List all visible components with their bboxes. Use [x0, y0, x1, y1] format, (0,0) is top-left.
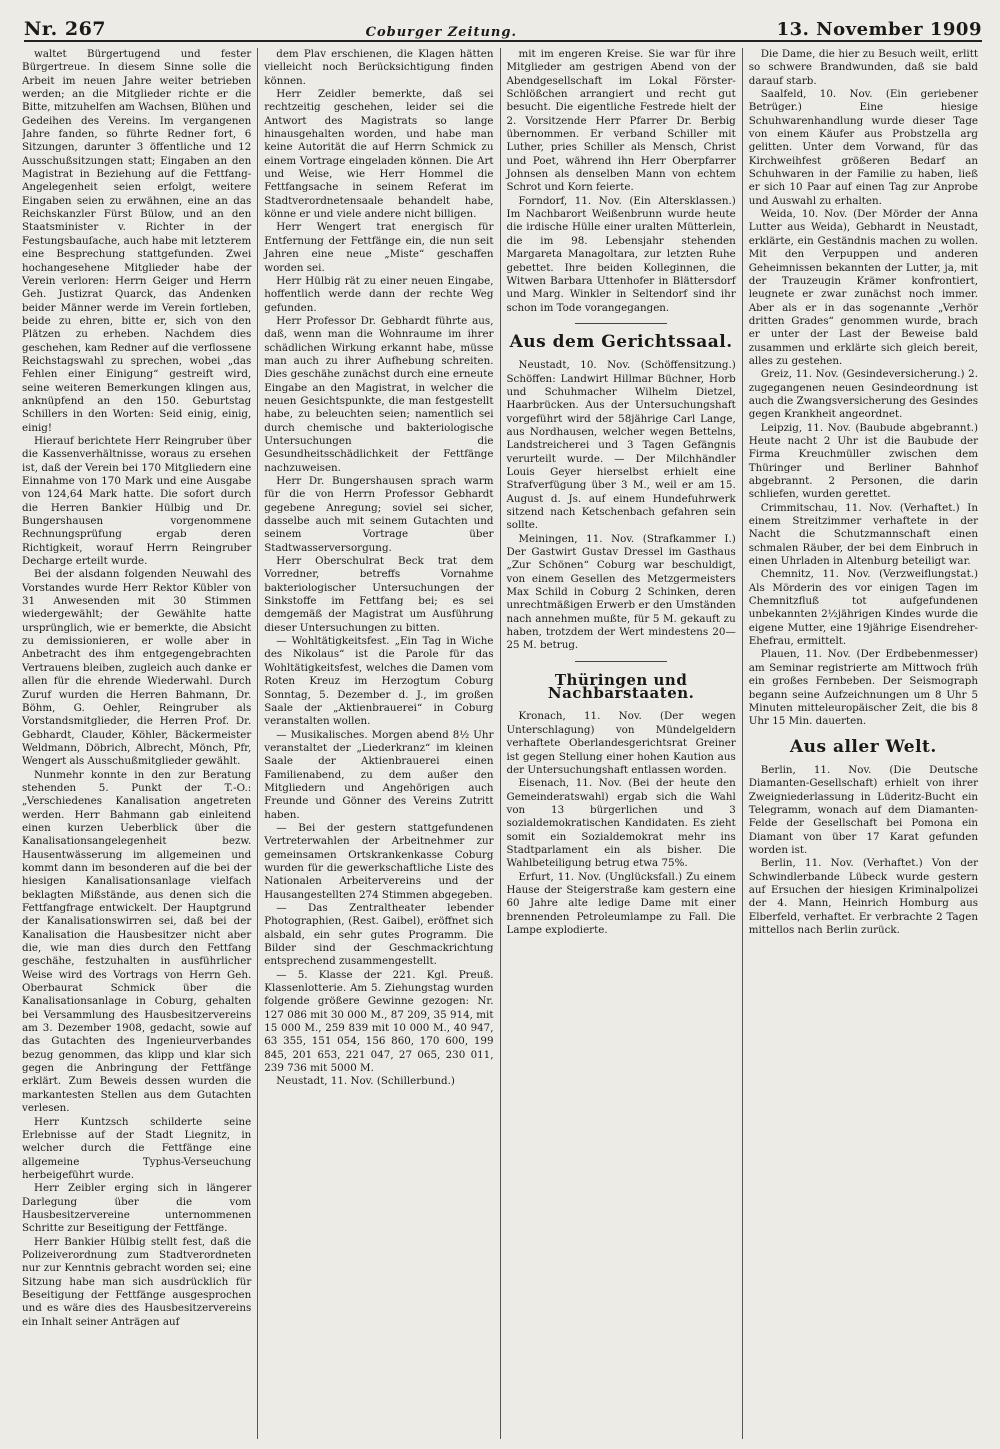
- paragraph: Herr Dr. Bungershausen sprach warm für die von Herrn Professor Gebhardt gegebene Anregung; soviel sei sicher, dasselbe auch mit seinem Gutachten und seinem Vortrage über Stadtwasserversorgung.: [264, 475, 494, 554]
- paragraph: Die Dame, die hier zu Besuch weilt, erlitt so schwere Brandwunden, daß sie bald darauf starb.: [748, 48, 978, 87]
- paragraph: Forndorf, 11. Nov. (Ein Altersklassen.) Im Nachbarort Weißenbrunn wurde heute die irdische Hülle einer uralten Mütterlein, die im 98. Lebensjahr stehenden Margareta Managoltara, zur letzten Ruhe gebettet. Ihre beiden Kolleginnen, die Witwen Barbara Uttenhofer in Blättersdorf und Marg. Winkler in Seltendorf sind ihr schon im Tode vorangegangen.: [506, 194, 736, 314]
- paragraph: Nunmehr konnte in den zur Beratung stehenden 5. Punkt der T.-O.: „Verschiedenes Kanalisation angetreten werden. Herr Bahmann gab einleitend einen kurzen Ueberblick über die Kanalisationsangelegenheit bezw. Hausentwässerung im allgemeinen und kommt dann im besonderen auf die bei der hiesigen Kanalisationsanlage vielfach beklagten Mißstände, aus denen sich die Fettfangfrage entwickelt. Der Hauptgrund der Kanalisationswirren sei, daß bei der Kanalisation die Hausbesitzer nicht aber die, wie man dies durch den Fettfang geschähe, festzuhalten in ausführlicher Weise wird des Vortrags von Herrn Geh. Oberbaurat Schmick über die Kanalisationsanlage in Coburg, gehalten bei Versammlung des Hausbesitzervereins am 3. Dezember 1908, gedacht, sowie auf das Gutachten des Ingenieurverbandes bezug genommen, das klipp und klar sich gegen die Anbringung der Fettfänge erklärt. Zum Beweis dessen wurden die markantesten Stellen aus dem Gutachten verlesen.: [22, 768, 252, 1115]
- paragraph: Herr Professor Dr. Gebhardt führte aus, daß, wenn man die Wohnraume im ihrer schädlichen Wirkung erkannt habe, müsse man auch zu ihrer Aufhebung schreiten. Dies geschähe zunächst durch eine erneute Eingabe an den Magistrat, in welcher die neuen Gesichtspunkte, die man festgestellt habe, zu beleuchten seien; namentlich sei durch chemische und bakteriologische Untersuchungen die Gesundheitsschädlichkeit der Fettfänge nachzuweisen.: [264, 314, 494, 474]
- paragraph: Hierauf berichtete Herr Reingruber über die Kassenverhältnisse, woraus zu ersehen ist, daß der Verein bei 170 Mitgliedern eine Einnahme von 170 Mark und eine Ausgabe von 124,64 Mark hatte. Die sofort durch die Herren Bankier Hülbig und Dr. Bungershausen vorgenommene Rechnungsprüfung ergab deren Richtigkeit, worauf Herrn Reingruber Decharge erteilt wurde.: [22, 434, 252, 568]
- section-separator: [575, 323, 667, 324]
- paragraph: Chemnitz, 11. Nov. (Verzweiflungstat.) Als Mörderin des vor einigen Tagen im Chemnitzfluß tot aufgefundenen unbekannten 2½jährigen Kindes wurde die eigene Mutter, eine 19jährige Eisendreher-Ehefrau, ermittelt.: [748, 568, 978, 648]
- paragraph: — 5. Klasse der 221. Kgl. Preuß. Klassenlotterie. Am 5. Ziehungstag wurden folgende größere Gewinne gezogen: Nr. 127 086 mit 30 000 M., 87 209, 35 914, mit 15 000 M., 259 839 mit 10 000 M., 40 947, 63 355, 151 054, 156 860, 170 600, 199 845, 201 653, 221 047, 27 065, 230 011, 239 736 mit 5000 M.: [264, 968, 494, 1075]
- column-2: [257, 48, 499, 1439]
- paragraph: Berlin, 11. Nov. (Verhaftet.) Von der Schwindlerbande Lübeck wurde gestern auf Ersuchen der hiesigen Kriminalpolizei der 4. Mann, Heinrich Homburg aus Elberfeld, verhaftet. Er verbrachte 2 Tagen mittellos nach Berlin zurück.: [748, 857, 978, 936]
- paragraph: Herr Wengert trat energisch für Entfernung der Fettfänge ein, die nun seit Jahren eine neue „Miste“ geschaffen worden sei.: [264, 221, 494, 274]
- paragraph: Plauen, 11. Nov. (Der Erdbebenmesser) am Seminar registrierte am Mittwoch früh ein großes Fernbeben. Der Seismograph begann seine Aufzeichnungen um 8 Uhr 5 Minuten mitteleuropäischer Zeit, die bis 8 Uhr 15 Min. dauerten.: [748, 648, 978, 728]
- paragraph: Bei der alsdann folgenden Neuwahl des Vorstandes wurde Herr Rektor Kübler von 31 Anwesenden mit 30 Stimmen wiedergewählt; der Gewählte hatte ursprünglich, wie er bemerkte, die Absicht zu demissionieren, er wolle aber in Anbetracht des ihm entgegengebrachten Vertrauens bleiben, zugleich auch danke er allen für die ehrende Wiederwahl. Durch Zuruf wurden die Herren Bahmann, Dr. Böhm, G. Oehler, Reingruber als Vorstandsmitglieder, die Herren Prof. Dr. Gebhardt, Clauder, Köhler, Bäckermeister Weldmann, Döbrich, Albrecht, Mönch, Pfr, Wengert als Ausschußmitglieder gewählt.: [22, 568, 252, 768]
- paragraph: Eisenach, 11. Nov. (Bei der heute den Gemeinderatswahl) ergab sich die Wahl von 13 bürgerlichen und 3 sozialdemokratischen Kandidaten. Es zieht somit ein Sozialdemokrat mehr ins Stadtparlament ein als bisher. Die Wahlbeteiligung betrug etwa 75%.: [506, 777, 736, 870]
- column-3: [500, 48, 742, 1439]
- paragraph: Herr Hülbig rät zu einer neuen Eingabe, hoffentlich werde dann der rechte Weg gefunden.: [264, 274, 494, 314]
- paragraph: Neustadt, 11. Nov. (Schillerbund.): [276, 1075, 455, 1088]
- paragraph: Crimmitschau, 11. Nov. (Verhaftet.) In einem Streitzimmer verhaftete in der Nacht die Schutzmannschaft einen schmalen Räuber, der bei dem Einbruch in einen Uhrladen in Altenburg beteiligt war.: [748, 501, 978, 568]
- paragraph: Neustadt, 10. Nov. (Schöffensitzung.) Schöffen: Landwirt Hillmar Büchner, Horb und Schuhmacher Wilhelm Dietzel, Haarbrücken. Aus der Untersuchungshaft vorgeführt wird der 58jährige Carl Lange, aus Nordhausen, welcher wegen Bettelns, Landstreicherei und 3 Tagen Gefängnis verurteilt wurde. — Der Milchhändler Louis Geyer hierselbst erhielt eine Strafverfügung über 3 M., weil er am 15. August d. Js. auf einem Hundefuhrwerk sitzend nach Ketschenbach gefahren sein sollte.: [506, 359, 736, 532]
- section-heading-court: Aus dem Gerichtssaal.: [509, 331, 733, 352]
- issue-number: Nr. 267: [24, 18, 107, 40]
- paragraph: Herr Zeidler bemerkte, daß sei rechtzeitig geschehen, leider sei die Antwort des Magistrats so lange hinausgehalten worden, und habe man keine Autorität die auf Herrn Schmick zu einem Vortrage eingeladen können. Die Art und Weise, wie Herr Hommel die Fettfangsache in seinem Referat im Stadtverordnetensaale behandelt habe, könne er und viele andere nicht billigen.: [264, 88, 494, 221]
- column-4: [742, 48, 984, 1439]
- paragraph: — Bei der gestern stattgefundenen Vertreterwahlen der Arbeitnehmer zur gemeinsamen Ortskrankenkasse Coburg wurden für die gewerkschaftliche Liste des Nationalen Arbeitervereins und der Hausangestellten 274 Stimmen abgegeben.: [264, 821, 494, 901]
- paragraph: — Wohltätigkeitsfest. „Ein Tag in Wiche des Nikolaus“ ist die Parole für das Wohltätigkeitsfest, welches die Damen vom Roten Kreuz im Herzogtum Coburg Sonntag, 5. Dezember d. J., im großen Saale der „Aktienbrauerei“ in Coburg veranstalten wollen.: [264, 635, 494, 728]
- newspaper-title: Coburger Zeitung.: [365, 25, 517, 40]
- paragraph: Greiz, 11. Nov. (Gesindeversicherung.) 2. zugegangenen neuen Gesindeordnung ist auch die Zwangsversicherung des Gesindes gegen Krankheit angeordnet.: [748, 368, 978, 421]
- paragraph: Weida, 10. Nov. (Der Mörder der Anna Lutter aus Weida), Gebhardt in Neustadt, erklärte, ein Geständnis machen zu wollen. Mit den Verpuppen und anderen Geheimnissen bekannten der Lutter, ja, mit der Trauzeugin Krämer konfrontiert, leugnete er zwar zunächst noch immer. Aber als er in das sogenannte „Verhör dritten Grades“ genommen wurde, brach er unter der Last der Beweise bald zusammen und erklärte sich gleich bereit, alles zu gestehen.: [748, 208, 978, 367]
- article-columns: [22, 48, 984, 1439]
- paragraph: Herr Zeibler erging sich in längerer Darlegung über die vom Hausbesitzervereine unternommenen Schritte zur Beseitigung der Fettfänge.: [22, 1182, 252, 1235]
- paragraph: — Das Zentraltheater lebender Photographien, (Rest. Gaibel), eröffnet sich alsbald, ein sehr gutes Programm. Die Bilder sind der Geschmackrichtung entsprechend zusammengestellt.: [264, 902, 494, 968]
- paragraph: Erfurt, 11. Nov. (Unglücksfall.) Zu einem Hause der Steigerstraße kam gestern eine 60 Jahre alte ledige Dame mit einer brennenden Petroleumlampe zu Fall. Die Lampe explodierte.: [506, 870, 736, 936]
- section-separator: [575, 661, 667, 662]
- paragraph: Herr Oberschulrat Beck trat dem Vorredner, betreffs Vornahme bakteriologischer Untersuchungen der Sinkstoffe im Fettfang bei; es sei demgemäß der Magistrat um Ausführung dieser Untersuchungen zu bitten.: [264, 555, 494, 634]
- masthead: [24, 14, 982, 42]
- section-heading-thuringia: Thüringen und Nachbarstaaten.: [547, 670, 695, 703]
- paragraph: Kronach, 11. Nov. (Der wegen Unterschlagung) von Mündelgeldern verhaftete Oberlandesgerichtsrat Greiner ist gegen Stellung einer hohen Kaution aus der Untersuchungshaft entlassen worden.: [506, 710, 736, 776]
- paragraph: dem Plav erschienen, die Klagen hätten vielleicht noch Berücksichtigung finden können.: [264, 48, 494, 87]
- paragraph: waltet Bürgertugend und fester Bürgertreue. In diesem Sinne solle die Arbeit im neuen Jahre weiter betrieben werden; an die Mitglieder richte er die Bitte, mitzuhelfen am Wachsen, Blühen und Gedeihen des Vereins. Im vergangenen Jahre fanden, so führte Redner fort, 6 Sitzungen, darunter 3 öffentliche und 12 Ausschußsitzungen statt; Eingaben an den Magistrat in Beziehung auf die Fettfang-Angelegenheit seien erfolgt, weitere Eingaben seien zu erwähnen, eine an das Reichskanzler Fürst Bülow, und an den Staatsminister v. Richter in der Festungsbauſache, auch habe mit letzterem eine Besprechung stattgefunden. Zwei hochangesehene Mitglieder habe der Verein verloren: Herrn Geiger und Herrn Geh. Justizrat Quarck, das Andenken beider Männer werde im Verein fortleben, beide zu ehren, bitte er, sich von den Plätzen zu erheben. Nachdem dies geschehen, kam Redner auf die verflossene Reichstagswahl zu sprechen, wobei „das Fehlen einer Einigung“ gestreift wird, seine weiteren Bemerkungen klingen aus, anknüpfend an den 150. Geburtstag Schillers in den Worten: Seid einig, einig, einig!: [22, 48, 252, 434]
- paragraph: Herr Bankier Hülbig stellt fest, daß die Polizeiverordnung zum Stadtverordneten nur zur Kenntnis gebracht worden sei; eine Sitzung habe man sich ausdrücklich für Beseitigung der Fettfänge ausgesprochen und es wäre dies des Hausbesitzervereins ein Inhalt seiner Anträgen auf: [22, 1235, 252, 1328]
- paragraph: Meiningen, 11. Nov. (Strafkammer I.) Der Gastwirt Gustav Dressel im Gasthaus „Zur Schönen“ Coburg war beschuldigt, von einem Gesellen des Metzgermeisters Max Schild in Coburg 2 Schinken, deren unrechtmäßigen Erwerb er den Umständen nach annehmen mußte, für 5 M. gekauft zu haben, trotzdem der Wert mindestens 20—25 M. betrug.: [506, 532, 736, 652]
- issue-date: 13. November 1909: [776, 19, 982, 40]
- paragraph: mit im engeren Kreise. Sie war für ihre Mitglieder am gestrigen Abend von der Abendgesellschaft im Lokal Förster-Schlößchen arrangiert und recht gut besucht. Die eigentliche Festrede hielt der 2. Vorsitzende Herr Pfarrer Dr. Berbig übernommen. Er verband Schiller mit Luther, pries Schiller als Mensch, Christ und Poet, während ihn Herr Oberpfarrer Johnsen als denselben Mann von echtem Schrot und Korn feierte.: [506, 48, 736, 194]
- paragraph: Herr Kuntzsch schilderte seine Erlebnisse auf der Stadt Liegnitz, in welcher durch die Fettfänge eine allgemeine Typhus-Verseuchung herbeigeführt wurde.: [22, 1115, 252, 1181]
- paragraph: Berlin, 11. Nov. (Die Deutsche Diamanten-Gesellschaft) erhielt von ihrer Zweigniederlassung in Lüderitz-Bucht ein Telegramm, wonach auf dem Diamanten-Felde der Gesellschaft bei Pomona ein Diamant von über 17 Karat gefunden worden ist.: [748, 763, 978, 856]
- paragraph: Saalfeld, 10. Nov. (Ein geriebener Betrüger.) Eine hiesige Schuhwarenhandlung wurde dieser Tage von einem Käufer aus Probstzella arg gelitten. Unter dem Vorwand, für das Kirchweihfest größeren Bedarf an Schuhwaren in der Familie zu haben, ließ er sich 10 Paar auf einen Tag zur Anprobe und Auswahl zu erhalten.: [748, 88, 978, 207]
- column-1: [22, 48, 257, 1439]
- paragraph: Leipzig, 11. Nov. (Baubude abgebrannt.) Heute nacht 2 Uhr ist die Baubude der Firma Kreuchmüller zwischen dem Thüringer und Berliner Bahnhof abgebrannt. 2 Personen, die darin schliefen, wurden gerettet.: [748, 421, 978, 501]
- paragraph: — Musikalisches. Morgen abend 8½ Uhr veranstaltet der „Liederkranz“ im kleinen Saale der Aktienbrauerei einen Familienabend, zu dem außer den Mitgliedern und Angehörigen auch Freunde und Gönner des Vereins Zutritt haben.: [264, 728, 494, 821]
- section-heading-world: Aus aller Welt.: [789, 736, 937, 757]
